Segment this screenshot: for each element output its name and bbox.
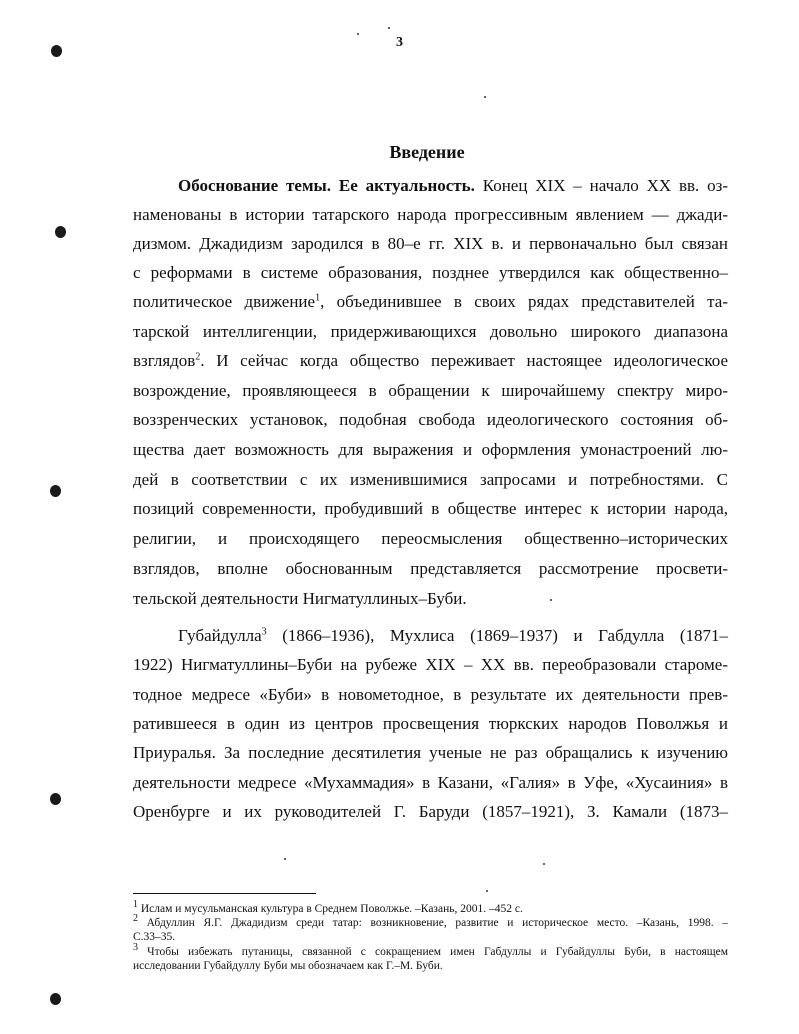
- line-text: взглядов: [133, 351, 196, 370]
- footnote-ref-2: 2: [195, 351, 201, 363]
- footnote-3: [133, 942, 729, 959]
- footnote-text: Ислам и мусульманская культура в Среднем Поволжье. –Казань, 2001. –452 с.: [140, 903, 523, 915]
- body-line-7: [133, 346, 728, 376]
- body-line-6: тарской интеллигенции, придерживающихся довольно широкого диапазона: [133, 322, 728, 341]
- line-text: . И сейчас когда общество переживает настоящее идеологическое: [200, 351, 728, 370]
- punch-hole: [51, 45, 62, 57]
- scan-speck: [388, 27, 390, 29]
- line-text: политическое движение: [133, 292, 316, 311]
- body-line-15: тельской деятельности Нигматуллиных–Буби.: [133, 589, 467, 608]
- footnote-2: [133, 913, 729, 930]
- body-line-2: наменованы в истории татарского народа прогрессивным явлением — джади-: [133, 205, 728, 224]
- footnote-ref-3: 3: [261, 626, 267, 638]
- body-line-22: Оренбурге и их руководителей Г. Баруди (1857–1921), З. Камали (1873–: [133, 802, 728, 821]
- body-line-16: [178, 621, 728, 651]
- punch-hole: [50, 485, 61, 497]
- body-line-10: щества дает возможность для выражения и оформления умонастроений лю-: [133, 440, 728, 459]
- scan-speck: [550, 599, 552, 601]
- footnote-separator: [133, 893, 316, 894]
- footnote-2-cont: С.33–35.: [133, 931, 176, 943]
- punch-hole: [50, 993, 61, 1005]
- body-line-1: [178, 171, 728, 201]
- body-line-19: ратившееся в один из центров просвещения тюркских народов Поволжья и: [133, 714, 728, 733]
- footnote-mark: 2: [133, 913, 138, 925]
- body-line-11: дей в соответствии с их изменившимися запросами и потребностями. С: [133, 470, 728, 489]
- topic-heading: Обоснование темы. Ее актуальность.: [178, 176, 475, 195]
- scan-speck: [543, 863, 545, 865]
- body-line-18: тодное медресе «Буби» в новометодное, в результате их деятельности прев-: [133, 685, 728, 704]
- line-text: , объединившее в своих рядах представителей та-: [320, 292, 729, 311]
- footnote-ref-1: 1: [315, 292, 321, 304]
- scan-speck: [357, 33, 359, 35]
- body-line-14: взглядов, вполне обоснованным представляется рассмотрение просвети-: [133, 559, 728, 578]
- scan-speck: [284, 858, 286, 860]
- punch-hole: [55, 226, 66, 238]
- page-number: 3: [396, 35, 403, 50]
- footnote-mark: 1: [133, 899, 138, 911]
- body-line-17: 1922) Нигматуллины–Буби на рубеже XIX – XX вв. переобразовали староме-: [133, 655, 728, 674]
- punch-hole: [50, 793, 61, 805]
- line-text: Губайдулла: [178, 626, 262, 645]
- body-line-3: дизмом. Джадидизм зародился в 80–е гг. XIX в. и первоначально был связан: [133, 234, 728, 253]
- body-line-21: деятельности медресе «Мухаммадия» в Казани, «Галия» в Уфе, «Хусаиния» в: [133, 773, 728, 792]
- body-line-12: позиций современности, пробудивший в обществе интерес к истории народа,: [133, 499, 728, 518]
- footnote-text: Абдуллин Я.Г. Джадидизм среди татар: возникновение, развитие и историческое место. –Казань, 1998. –: [146, 917, 729, 929]
- body-line-13: религии, и происходящего переосмысления общественно–исторических: [133, 529, 728, 548]
- footnote-mark: 3: [133, 942, 138, 954]
- footnote-3-cont: исследовании Губайдуллу Буби мы обозначаем как Г.–М. Буби.: [133, 960, 443, 972]
- body-line-9: воззренческих установок, подобная свобода идеологического состояния об-: [133, 410, 728, 429]
- body-line-8: возрождение, проявляющееся в обращении к широчайшему спектру миро-: [133, 381, 728, 400]
- line-text: Конец XIX – начало XX вв. оз-: [474, 176, 729, 195]
- footnote-text: Чтобы избежать путаницы, связанной с сокращением имен Габдуллы и Губайдуллы Буби, в настоящем: [147, 946, 729, 958]
- section-heading: Введение: [389, 142, 465, 162]
- body-line-20: Приуралья. За последние десятилетия ученые не раз обращались к изучению: [133, 743, 728, 762]
- footnote-1: [133, 899, 728, 916]
- scan-speck: [486, 890, 488, 892]
- body-line-5: [133, 287, 728, 317]
- line-text: (1866–1936), Мухлиса (1869–1937) и Габдулла (1871–: [266, 626, 728, 645]
- body-line-4: с реформами в системе образования, позднее утвердился как общественно–: [133, 263, 728, 282]
- scan-speck: [484, 96, 486, 98]
